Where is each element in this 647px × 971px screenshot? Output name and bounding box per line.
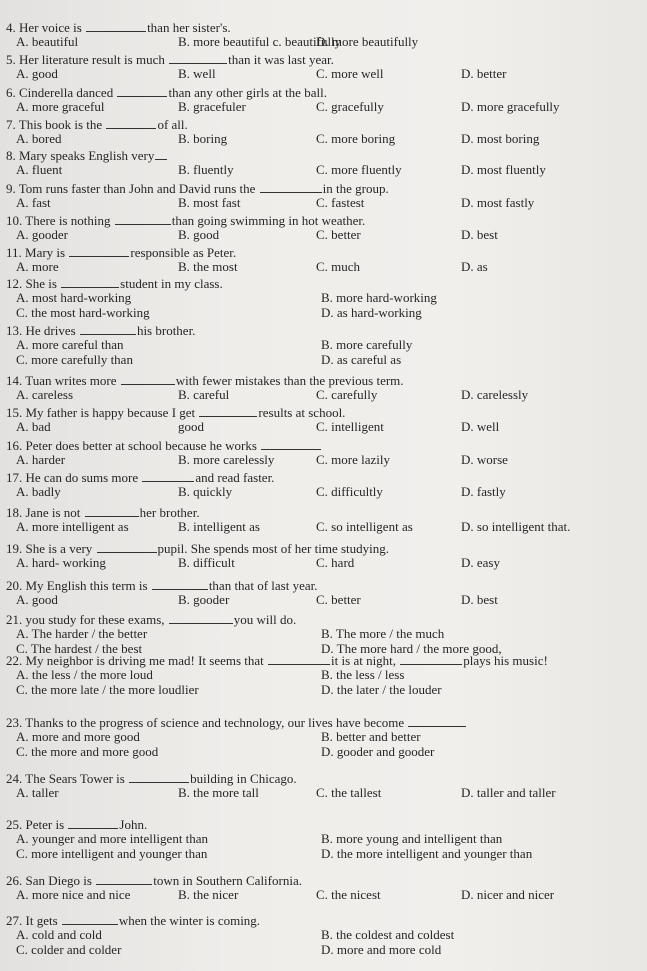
option-c[interactable]: C. the more and more good <box>16 743 159 759</box>
question-17 <box>6 470 643 500</box>
question-20 <box>6 578 643 608</box>
stem-text: 21. you study for these exams, <box>6 612 168 627</box>
option-a[interactable]: A. bad <box>16 418 51 434</box>
question-stem <box>6 373 643 388</box>
question-stem <box>6 85 643 100</box>
option-b[interactable]: B. careful <box>178 386 230 402</box>
answer-blank[interactable] <box>85 505 139 517</box>
option-c[interactable]: C. carefully <box>316 386 378 402</box>
option-a[interactable]: A. more graceful <box>16 98 105 114</box>
option-d[interactable]: D. taller and taller <box>461 784 556 800</box>
question-stem <box>6 505 643 520</box>
question-18 <box>6 505 643 535</box>
options-row <box>6 943 643 958</box>
question-stem <box>6 913 643 928</box>
option-d[interactable]: D. easy <box>461 554 500 570</box>
option-a[interactable]: A. gooder <box>16 226 68 242</box>
question-27 <box>6 913 643 958</box>
option-b[interactable]: B. the most <box>178 258 238 274</box>
question-19 <box>6 541 643 571</box>
question-stem <box>6 117 643 132</box>
option-a[interactable]: A. the less / the more loud <box>16 666 153 682</box>
stem-text: 5. Her literature result is much <box>6 52 169 67</box>
option-b[interactable]: B. the less / less <box>321 666 405 682</box>
question-8 <box>6 148 643 178</box>
option-c[interactable]: C. fastest <box>316 194 365 210</box>
question-11 <box>6 245 643 275</box>
option-b[interactable]: B. quickly <box>178 483 233 499</box>
option-d[interactable]: D. fastly <box>461 483 506 499</box>
options-row <box>6 291 643 306</box>
question-stem <box>6 438 643 453</box>
stem-text: of all. <box>157 117 188 132</box>
stem-text: 6. Cinderella danced <box>6 85 117 100</box>
stem-text: 10. There is nothing <box>6 213 114 228</box>
question-stem <box>6 715 643 730</box>
stem-text: 25. Peter is <box>6 817 68 832</box>
option-c[interactable]: C. so intelligent as <box>316 518 413 534</box>
answer-blank[interactable] <box>117 85 167 97</box>
answer-blank[interactable] <box>121 373 175 385</box>
question-13 <box>6 323 643 368</box>
option-d[interactable]: D. most fluently <box>461 161 546 177</box>
stem-text: than any other girls at the ball. <box>168 85 327 100</box>
option-c[interactable]: C. the nicest <box>316 886 381 902</box>
question-14 <box>6 373 643 403</box>
options-row <box>6 556 643 571</box>
options-row <box>6 786 643 801</box>
option-c[interactable]: C. the more late / the more loudlier <box>16 681 199 697</box>
options-row <box>6 228 643 243</box>
question-10 <box>6 213 643 243</box>
stem-text: 11. Mary is <box>6 245 69 260</box>
stem-text: than that of last year. <box>208 578 318 593</box>
stem-text: 23. Thanks to the progress of science and technology, our lives have become <box>6 715 408 730</box>
stem-text: 27. It gets <box>6 913 61 928</box>
option-c[interactable]: C. the tallest <box>316 784 382 800</box>
options-row <box>6 627 643 642</box>
option-c[interactable]: C. colder and colder <box>16 941 122 957</box>
question-stem <box>6 873 643 888</box>
option-a[interactable]: A. cold and cold <box>16 926 102 942</box>
stem-text: with fewer mistakes than the previous term. <box>175 373 404 388</box>
answer-blank[interactable] <box>69 245 129 257</box>
option-a[interactable]: A. fast <box>16 194 51 210</box>
answer-blank[interactable] <box>97 541 157 553</box>
answer-blank[interactable] <box>155 148 167 160</box>
question-stem <box>6 276 643 291</box>
option-a[interactable]: A. more intelligent as <box>16 518 129 534</box>
answer-blank[interactable] <box>408 715 466 727</box>
options-row <box>6 888 643 903</box>
option-b[interactable]: B. gracefuler <box>178 98 246 114</box>
stem-text: 19. She is a very <box>6 541 96 556</box>
question-16 <box>6 438 643 468</box>
answer-blank[interactable] <box>68 817 118 829</box>
answer-blank[interactable] <box>129 771 189 783</box>
question-stem <box>6 52 643 67</box>
option-c[interactable]: C. gracefully <box>316 98 384 114</box>
option-a[interactable]: A. good <box>16 65 58 81</box>
question-stem <box>6 181 643 196</box>
option-d[interactable]: D. carelessly <box>461 386 529 402</box>
option-c[interactable]: C. more carefully than <box>16 351 133 367</box>
stem-text: results at school. <box>258 405 346 420</box>
option-b[interactable]: B. The more / the much <box>321 625 445 641</box>
options-row <box>6 683 643 698</box>
option-d[interactable]: D. more and more cold <box>321 941 442 957</box>
option-a[interactable]: A. more <box>16 258 59 274</box>
options-row <box>6 132 643 147</box>
stem-text: student in my class. <box>120 276 223 291</box>
question-4 <box>6 20 643 50</box>
option-b[interactable]: good <box>178 418 204 434</box>
option-d[interactable]: D. as <box>461 258 488 274</box>
question-stem <box>6 612 643 627</box>
stem-text: plays his music! <box>463 653 548 668</box>
stem-text: 20. My English this term is <box>6 578 151 593</box>
stem-text: town in Southern California. <box>153 873 302 888</box>
option-b[interactable]: B. well <box>178 65 216 81</box>
answer-blank[interactable] <box>96 873 152 885</box>
question-22 <box>6 653 643 698</box>
stem-text: when the winter is coming. <box>118 913 261 928</box>
stem-text: John. <box>119 817 148 832</box>
option-a[interactable]: A. good <box>16 591 58 607</box>
option-b[interactable]: B. better and better <box>321 728 421 744</box>
options-row <box>6 593 643 608</box>
options-row <box>6 260 643 275</box>
answer-blank[interactable] <box>106 117 156 129</box>
stem-text: 18. Jane is not <box>6 505 84 520</box>
question-23 <box>6 715 643 760</box>
answer-blank[interactable] <box>199 405 257 417</box>
option-d[interactable]: D. best <box>461 226 498 242</box>
option-d[interactable]: D. the later / the louder <box>321 681 442 697</box>
option-b[interactable]: B. good <box>178 226 220 242</box>
question-12 <box>6 276 643 321</box>
option-a[interactable]: A. hard- working <box>16 554 106 570</box>
option-c[interactable]: C. more boring <box>316 130 396 146</box>
option-d[interactable]: D. gooder and gooder <box>321 743 435 759</box>
answer-blank[interactable] <box>169 52 227 64</box>
option-c[interactable]: C. more well <box>316 65 384 81</box>
option-c[interactable]: C. The hardest / the best <box>16 640 143 656</box>
stem-text: it is at night, <box>331 653 400 668</box>
stem-text: 24. The Sears Tower is <box>6 771 129 786</box>
stem-text: 9. Tom runs faster than John and David runs the <box>6 181 259 196</box>
question-stem <box>6 771 643 786</box>
option-c[interactable]: C. intelligent <box>316 418 384 434</box>
question-21 <box>6 612 643 657</box>
options-row <box>6 832 643 847</box>
answer-blank[interactable] <box>400 653 462 665</box>
answer-blank[interactable] <box>80 323 136 335</box>
question-5 <box>6 52 643 82</box>
option-d[interactable]: D. most fastly <box>461 194 535 210</box>
stem-text: her brother. <box>139 505 200 520</box>
option-b[interactable]: B. the more tall <box>178 784 259 800</box>
options-row <box>6 745 643 760</box>
stem-text: pupil. She spends most of her time studying. <box>157 541 390 556</box>
question-15 <box>6 405 643 435</box>
options-row <box>6 928 643 943</box>
options-row <box>6 306 643 321</box>
options-row <box>6 847 643 862</box>
stem-text: 12. She is <box>6 276 61 291</box>
options-row <box>6 163 643 178</box>
options-row <box>6 730 643 745</box>
option-c[interactable]: C. more lazily <box>316 451 391 467</box>
option-d[interactable]: D. The more hard / the more good, <box>321 640 502 656</box>
stem-text: 17. He can do sums more <box>6 470 142 485</box>
option-a[interactable]: A. most hard-working <box>16 289 132 305</box>
option-a[interactable]: A. more and more good <box>16 728 140 744</box>
question-25 <box>6 817 643 862</box>
option-d[interactable]: D. more gracefully <box>461 98 560 114</box>
options-row <box>6 338 643 353</box>
stem-text: 14. Tuan writes more <box>6 373 120 388</box>
question-9 <box>6 181 643 211</box>
option-b[interactable]: B. boring <box>178 130 228 146</box>
option-d[interactable]: D. nicer and nicer <box>461 886 555 902</box>
answer-blank[interactable] <box>62 913 118 925</box>
stem-text: 16. Peter does better at school because he works <box>6 438 261 453</box>
question-24 <box>6 771 643 801</box>
stem-text: building in Chicago. <box>190 771 297 786</box>
question-stem <box>6 541 643 556</box>
question-stem <box>6 405 643 420</box>
question-stem <box>6 245 643 260</box>
option-c[interactable]: C. better <box>316 591 361 607</box>
question-stem <box>6 817 643 832</box>
options-row <box>6 67 643 82</box>
stem-text: than going swimming in hot weather. <box>171 213 366 228</box>
stem-text: than it was last year. <box>228 52 334 67</box>
option-c[interactable]: C. the most hard-working <box>16 304 150 320</box>
question-stem <box>6 470 643 485</box>
question-stem <box>6 20 643 35</box>
option-c[interactable]: D. more beautifully <box>316 33 419 49</box>
option-b[interactable]: B. more carelessly <box>178 451 275 467</box>
answer-blank[interactable] <box>115 213 171 225</box>
question-stem <box>6 148 643 163</box>
answer-blank[interactable] <box>261 438 321 450</box>
options-row <box>6 485 643 500</box>
option-d[interactable]: D. the more intelligent and younger than <box>321 845 533 861</box>
options-row <box>6 35 643 50</box>
stem-text: 15. My father is happy because I get <box>6 405 199 420</box>
answer-blank[interactable] <box>142 470 194 482</box>
stem-text: 8. Mary speaks English very <box>6 148 155 163</box>
option-d[interactable]: D. best <box>461 591 498 607</box>
option-d[interactable]: D. well <box>461 418 500 434</box>
option-a[interactable]: A. harder <box>16 451 66 467</box>
option-c[interactable]: C. more intelligent and younger than <box>16 845 208 861</box>
stem-text: 26. San Diego is <box>6 873 96 888</box>
option-b[interactable]: B. more beautiful c. beautifully <box>178 33 342 49</box>
question-stem <box>6 323 643 338</box>
answer-blank[interactable] <box>260 181 322 193</box>
options-row <box>6 668 643 683</box>
option-d[interactable]: D. as careful as <box>321 351 402 367</box>
option-b[interactable]: B. most fast <box>178 194 241 210</box>
option-d[interactable]: D. so intelligent that. <box>461 518 571 534</box>
question-26 <box>6 873 643 903</box>
answer-blank[interactable] <box>61 276 119 288</box>
option-b[interactable]: B. more carefully <box>321 336 413 352</box>
stem-text: and read faster. <box>195 470 275 485</box>
option-a[interactable]: A. younger and more intelligent than <box>16 830 209 846</box>
question-7 <box>6 117 643 147</box>
option-b[interactable]: B. fluently <box>178 161 234 177</box>
stem-text: his brother. <box>136 323 196 338</box>
answer-blank[interactable] <box>86 20 146 32</box>
option-c[interactable]: C. more fluently <box>316 161 402 177</box>
options-row <box>6 420 643 435</box>
option-d[interactable]: D. most boring <box>461 130 540 146</box>
option-c[interactable]: C. difficultly <box>316 483 383 499</box>
options-row <box>6 353 643 368</box>
options-row <box>6 520 643 535</box>
question-6 <box>6 85 643 115</box>
option-a[interactable]: A. bored <box>16 130 62 146</box>
answer-blank[interactable] <box>268 653 330 665</box>
option-b[interactable]: B. the nicer <box>178 886 239 902</box>
option-c[interactable]: C. hard <box>316 554 355 570</box>
stem-text: you will do. <box>233 612 297 627</box>
question-stem <box>6 213 643 228</box>
option-b[interactable]: B. the coldest and coldest <box>321 926 455 942</box>
option-b[interactable]: B. intelligent as <box>178 518 260 534</box>
stem-text: 4. Her voice is <box>6 20 86 35</box>
options-row <box>6 388 643 403</box>
option-d[interactable]: D. worse <box>461 451 508 467</box>
option-c[interactable]: C. better <box>316 226 361 242</box>
stem-text: responsible as Peter. <box>130 245 237 260</box>
options-row <box>6 100 643 115</box>
option-a[interactable]: A. taller <box>16 784 59 800</box>
option-a[interactable]: A. more nice and nice <box>16 886 131 902</box>
option-b[interactable]: B. gooder <box>178 591 230 607</box>
option-a[interactable]: A. fluent <box>16 161 63 177</box>
option-a[interactable]: A. badly <box>16 483 61 499</box>
option-a[interactable]: A. careless <box>16 386 74 402</box>
option-a[interactable]: A. The harder / the better <box>16 625 148 641</box>
question-stem <box>6 578 643 593</box>
stem-text: 13. He drives <box>6 323 79 338</box>
option-b[interactable]: B. more young and intelligent than <box>321 830 503 846</box>
stem-text: than her sister's. <box>147 20 231 35</box>
option-c[interactable]: C. much <box>316 258 361 274</box>
answer-blank[interactable] <box>152 578 208 590</box>
options-row <box>6 196 643 211</box>
stem-text: 7. This book is the <box>6 117 106 132</box>
option-d[interactable]: D. as hard-working <box>321 304 422 320</box>
stem-text: in the group. <box>322 181 389 196</box>
option-b[interactable]: B. more hard-working <box>321 289 437 305</box>
answer-blank[interactable] <box>169 612 233 624</box>
stem-text: 22. My neighbor is driving me mad! It seems that <box>6 653 268 668</box>
options-row <box>6 453 643 468</box>
option-d[interactable]: D. better <box>461 65 507 81</box>
option-b[interactable]: B. difficult <box>178 554 235 570</box>
option-a[interactable]: A. more careful than <box>16 336 124 352</box>
option-a[interactable]: A. beautiful <box>16 33 79 49</box>
question-stem <box>6 653 643 668</box>
